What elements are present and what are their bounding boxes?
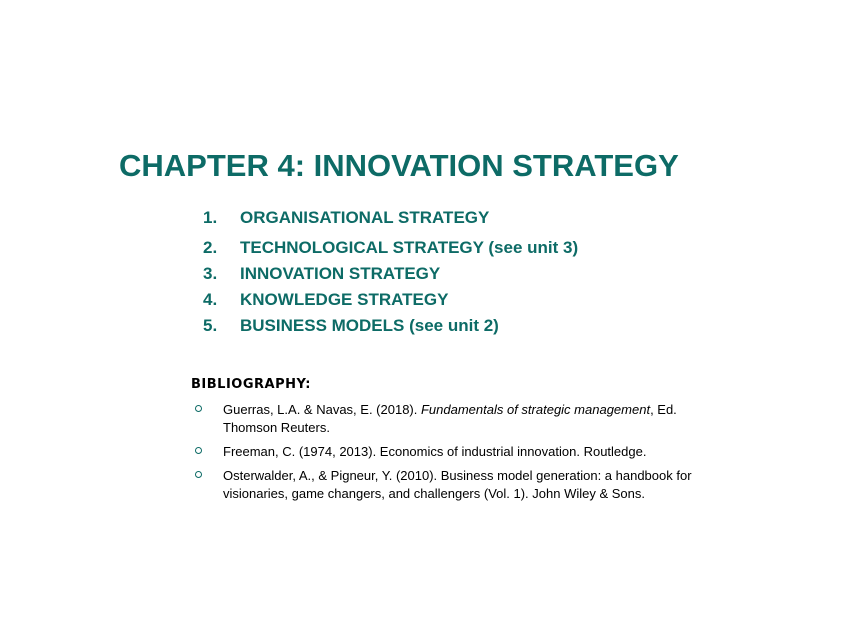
topic-item bbox=[203, 237, 578, 263]
circle-bullet-icon bbox=[195, 447, 202, 454]
topic-label: KNOWLEDGE STRATEGY bbox=[240, 290, 449, 309]
circle-bullet-icon bbox=[195, 405, 202, 412]
topic-number: 2. bbox=[203, 238, 218, 257]
topic-number: 4. bbox=[203, 290, 218, 309]
bibliography-entry bbox=[191, 443, 731, 461]
entry-text: Guerras, L.A. & Navas, E. (2018). bbox=[223, 402, 421, 417]
topic-item bbox=[203, 315, 578, 341]
bibliography-list bbox=[191, 401, 731, 509]
circle-bullet-icon bbox=[195, 471, 202, 478]
bibliography-entry bbox=[191, 401, 731, 437]
entry-text-after: , Ed. Thomson Reuters. bbox=[223, 402, 677, 435]
chapter-title: CHAPTER 4: INNOVATION STRATEGY bbox=[119, 148, 679, 183]
topic-label: INNOVATION STRATEGY bbox=[240, 264, 441, 283]
topic-item bbox=[203, 289, 578, 315]
entry-text: Freeman, C. (1974, 2013). Economics of industrial innovation. Routledge. bbox=[223, 444, 647, 459]
entry-title-italic: Fundamentals of strategic management bbox=[420, 402, 651, 417]
topic-number: 5. bbox=[203, 316, 218, 335]
topic-item bbox=[203, 263, 578, 289]
topic-label: TECHNOLOGICAL STRATEGY (see unit 3) bbox=[240, 238, 579, 257]
entry-text: Osterwalder, A., & Pigneur, Y. (2010). Business model generation: a handbook for visionaries, game changers, and challengers (Vol. 1). John Wiley & Sons. bbox=[223, 468, 692, 501]
bibliography-entry bbox=[191, 467, 731, 503]
topic-item bbox=[203, 207, 578, 237]
topic-list bbox=[203, 207, 578, 341]
topic-number: 1. bbox=[203, 208, 218, 227]
topic-label: BUSINESS MODELS (see unit 2) bbox=[240, 316, 499, 335]
bibliography-heading: BIBLIOGRAPHY: bbox=[191, 377, 311, 392]
topic-label: ORGANISATIONAL STRATEGY bbox=[240, 208, 490, 227]
topic-number: 3. bbox=[203, 264, 218, 283]
